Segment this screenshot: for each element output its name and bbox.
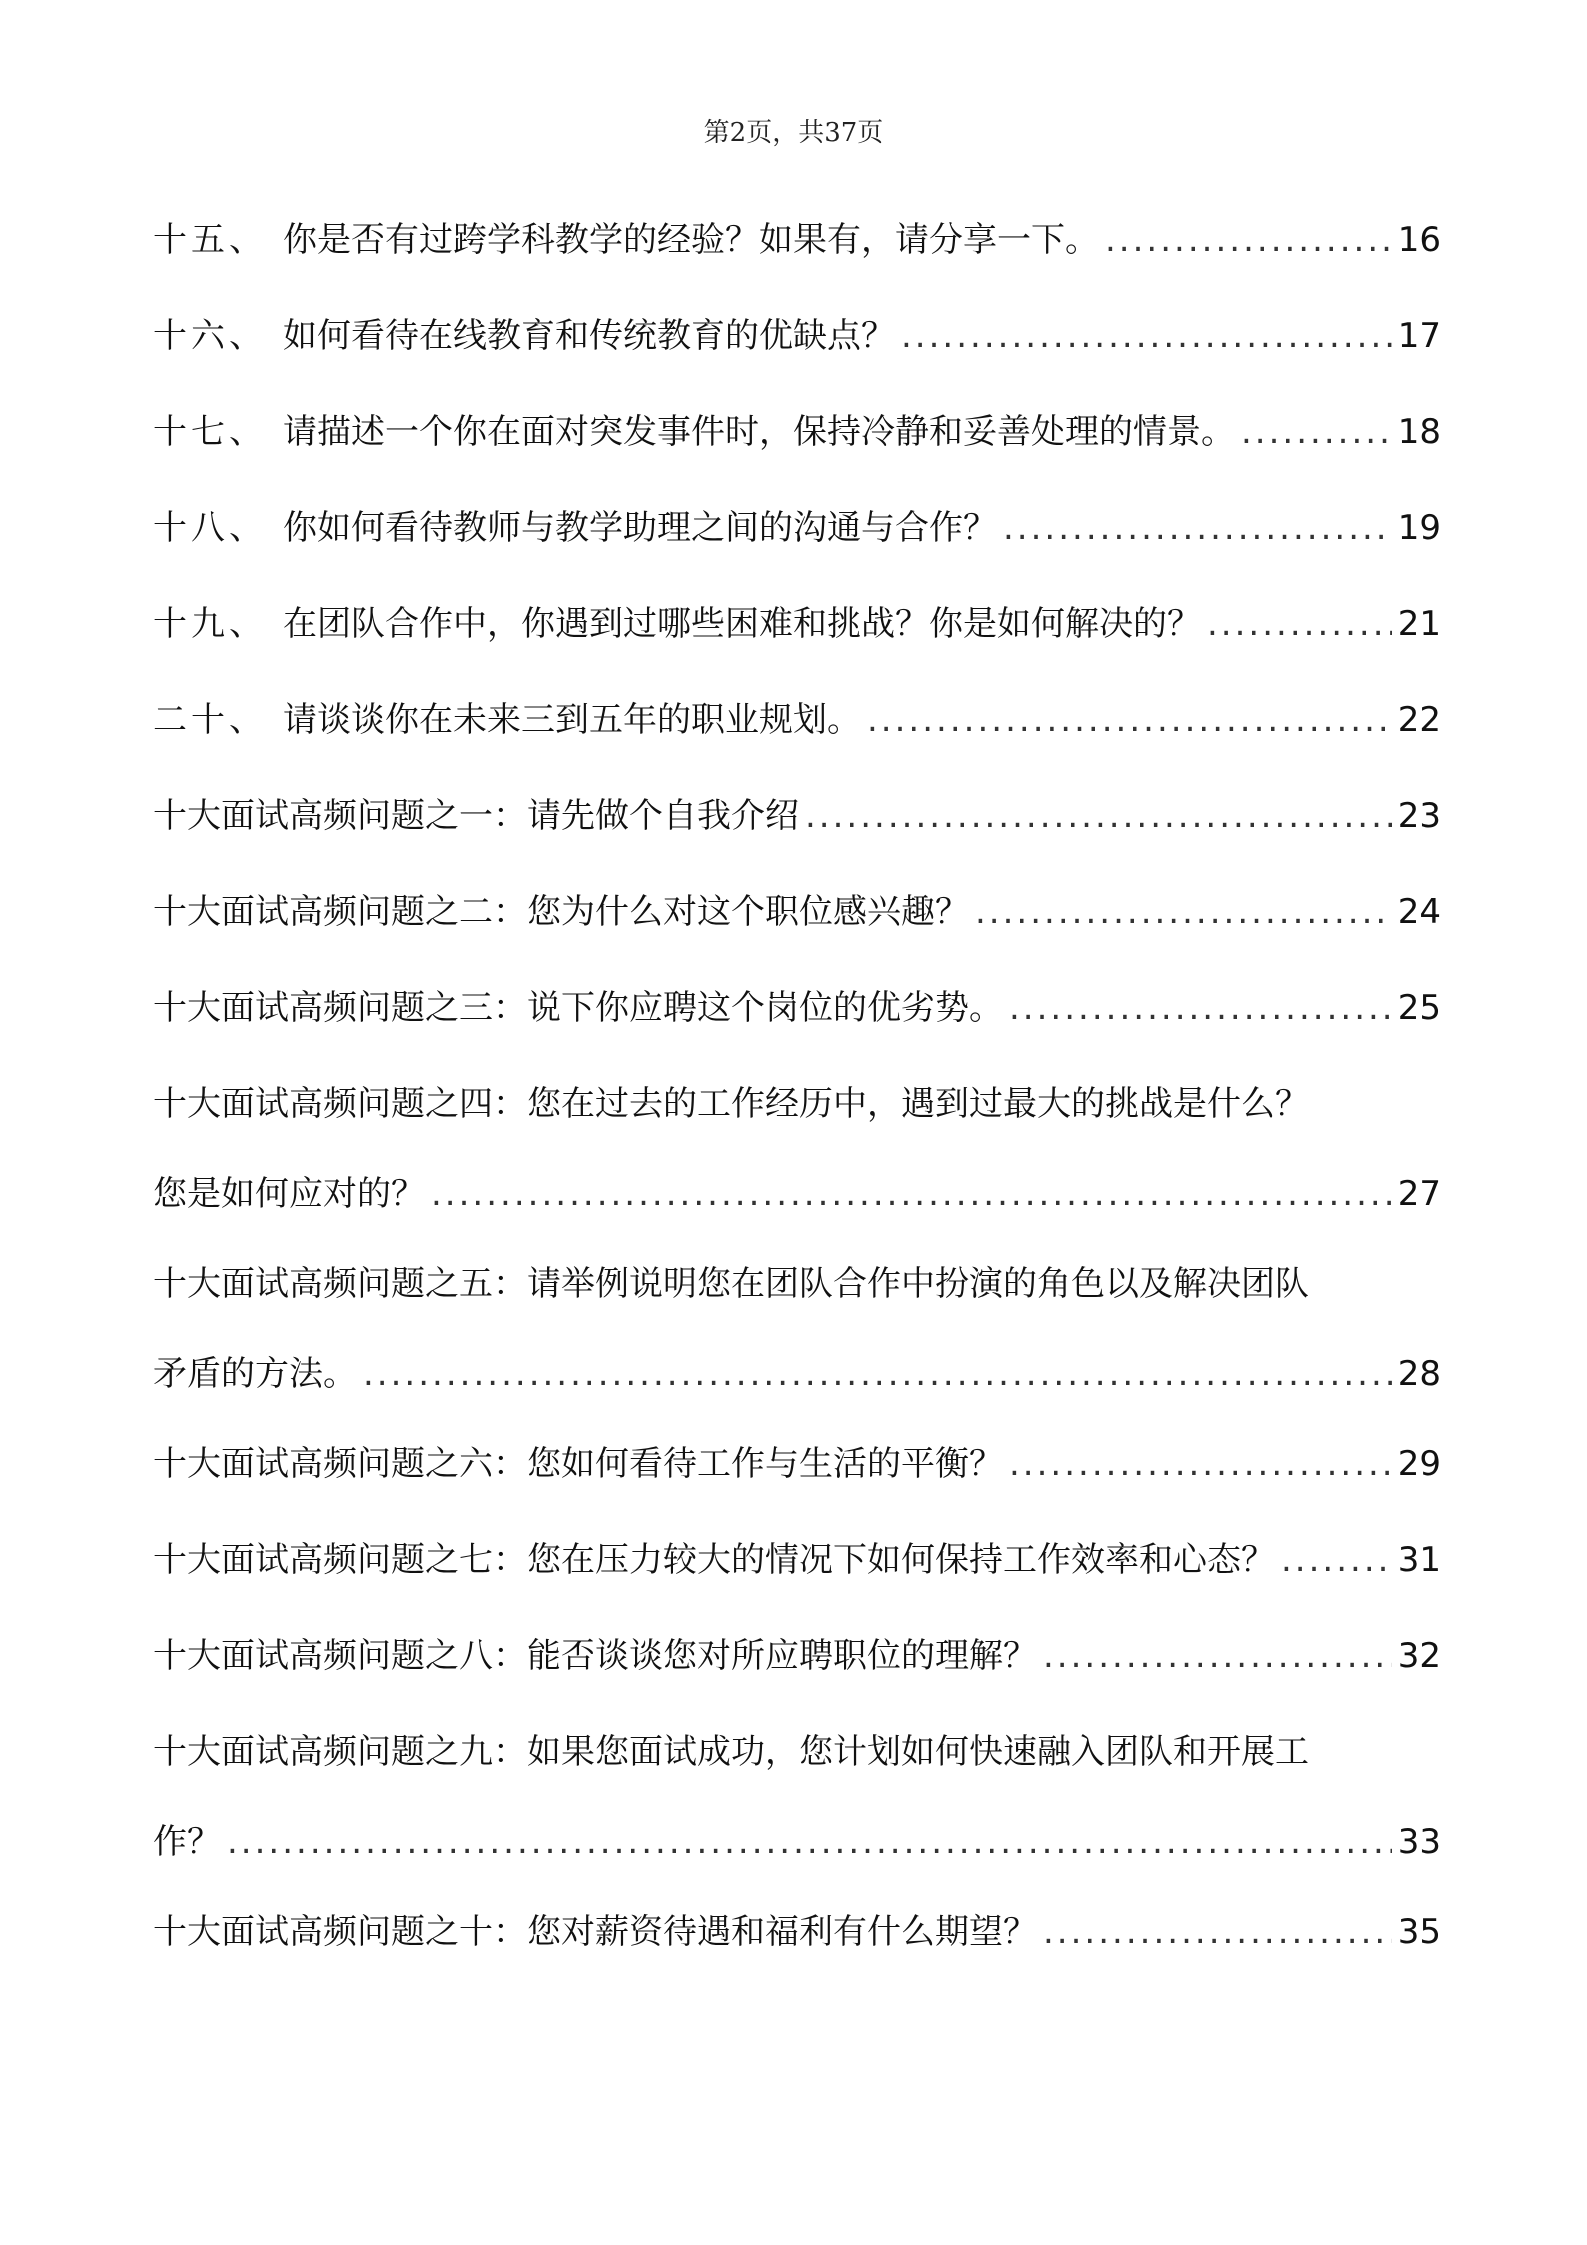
toc-entry-20[interactable] — [153, 672, 1441, 768]
toc-dot-leader — [363, 1326, 1392, 1422]
toc-entry-faq-6[interactable] — [153, 1416, 1441, 1512]
toc-entry-18[interactable] — [153, 480, 1441, 576]
toc-entry-faq-8[interactable] — [153, 1608, 1441, 1704]
toc-entry-faq-9[interactable] — [153, 1704, 1441, 1884]
toc-entry-faq-3[interactable] — [153, 960, 1441, 1056]
toc-entry-page: 32 — [1397, 1636, 1441, 1676]
toc-entry-title: 你如何看待教师与教学助理之间的沟通与合作？ — [283, 508, 997, 548]
toc-entry-faq-5[interactable] — [153, 1236, 1441, 1416]
toc-entry-title: 请谈谈你在未来三到五年的职业规划。 — [283, 700, 861, 740]
toc-entry-15[interactable] — [153, 192, 1441, 288]
toc-entry-title: 十大面试高频问题之四：您在过去的工作经历中，遇到过最大的挑战是什么？ — [153, 1084, 1309, 1124]
toc-entry-16[interactable] — [153, 288, 1441, 384]
toc-entry-page: 23 — [1397, 796, 1441, 836]
toc-entry-title-continued: 作？ — [153, 1822, 221, 1862]
toc-entry-number: 十七、 — [153, 412, 267, 452]
toc-entry-faq-10[interactable] — [153, 1884, 1441, 1980]
toc-entry-title: 在团队合作中，你遇到过哪些困难和挑战？你是如何解决的？ — [283, 604, 1201, 644]
toc-entry-page: 35 — [1397, 1912, 1441, 1952]
toc-entry-title-continued: 您是如何应对的？ — [153, 1174, 425, 1214]
toc-entry-number: 十五、 — [153, 220, 267, 260]
toc-dot-leader — [227, 1794, 1392, 1890]
toc-entry-page: 31 — [1397, 1540, 1441, 1580]
toc-dot-leader — [1043, 1884, 1392, 1980]
toc-dot-leader — [1043, 1608, 1392, 1704]
toc-entry-title: 十大面试高频问题之二：您为什么对这个职位感兴趣？ — [153, 892, 969, 932]
toc-entry-page: 22 — [1397, 700, 1441, 740]
toc-entry-title: 十大面试高频问题之三：说下你应聘这个岗位的优劣势。 — [153, 988, 1003, 1028]
toc-dot-leader — [1241, 384, 1392, 480]
toc-entry-title: 十大面试高频问题之十：您对薪资待遇和福利有什么期望？ — [153, 1912, 1037, 1952]
toc-entry-faq-4[interactable] — [153, 1056, 1441, 1236]
toc-entry-page: 24 — [1397, 892, 1441, 932]
toc-dot-leader — [975, 864, 1392, 960]
toc-dot-leader — [1207, 576, 1392, 672]
toc-entry-page: 19 — [1397, 508, 1441, 548]
toc-entry-title: 你是否有过跨学科教学的经验？如果有，请分享一下。 — [283, 220, 1099, 260]
toc-entry-title: 十大面试高频问题之五：请举例说明您在团队合作中扮演的角色以及解决团队 — [153, 1264, 1309, 1304]
toc-entry-title: 十大面试高频问题之一：请先做个自我介绍 — [153, 796, 799, 836]
toc-entry-page: 28 — [1397, 1354, 1441, 1394]
page-indicator: 第2页，共37页 — [703, 118, 884, 148]
toc-entry-page: 21 — [1397, 604, 1441, 644]
toc-entry-title-continued: 矛盾的方法。 — [153, 1354, 357, 1394]
toc-entry-title: 十大面试高频问题之七：您在压力较大的情况下如何保持工作效率和心态？ — [153, 1540, 1275, 1580]
toc-entry-page: 27 — [1397, 1174, 1441, 1214]
toc-dot-leader — [1281, 1512, 1392, 1608]
table-of-contents — [153, 192, 1441, 1980]
toc-entry-faq-1[interactable] — [153, 768, 1441, 864]
toc-dot-leader — [1009, 960, 1392, 1056]
toc-dot-leader — [867, 672, 1392, 768]
toc-entry-page: 17 — [1397, 316, 1441, 356]
toc-entry-number: 十六、 — [153, 316, 267, 356]
toc-entry-title: 十大面试高频问题之八：能否谈谈您对所应聘职位的理解？ — [153, 1636, 1037, 1676]
toc-entry-page: 29 — [1397, 1444, 1441, 1484]
toc-entry-title: 十大面试高频问题之六：您如何看待工作与生活的平衡？ — [153, 1444, 1003, 1484]
toc-dot-leader — [431, 1146, 1392, 1242]
toc-entry-title: 如何看待在线教育和传统教育的优缺点？ — [283, 316, 895, 356]
toc-entry-faq-2[interactable] — [153, 864, 1441, 960]
toc-entry-19[interactable] — [153, 576, 1441, 672]
toc-dot-leader — [1105, 192, 1392, 288]
toc-entry-title: 请描述一个你在面对突发事件时，保持冷静和妥善处理的情景。 — [283, 412, 1235, 452]
toc-entry-number: 十八、 — [153, 508, 267, 548]
toc-entry-page: 18 — [1397, 412, 1441, 452]
toc-dot-leader — [805, 768, 1392, 864]
toc-dot-leader — [1009, 1416, 1392, 1512]
toc-entry-number: 十九、 — [153, 604, 267, 644]
toc-entry-page: 25 — [1397, 988, 1441, 1028]
toc-dot-leader — [1003, 480, 1392, 576]
toc-entry-17[interactable] — [153, 384, 1441, 480]
toc-entry-page: 33 — [1397, 1822, 1441, 1862]
toc-entry-title: 十大面试高频问题之九：如果您面试成功，您计划如何快速融入团队和开展工 — [153, 1732, 1309, 1772]
toc-entry-number: 二十、 — [153, 700, 267, 740]
toc-dot-leader — [901, 288, 1392, 384]
toc-entry-page: 16 — [1397, 220, 1441, 260]
toc-entry-faq-7[interactable] — [153, 1512, 1441, 1608]
